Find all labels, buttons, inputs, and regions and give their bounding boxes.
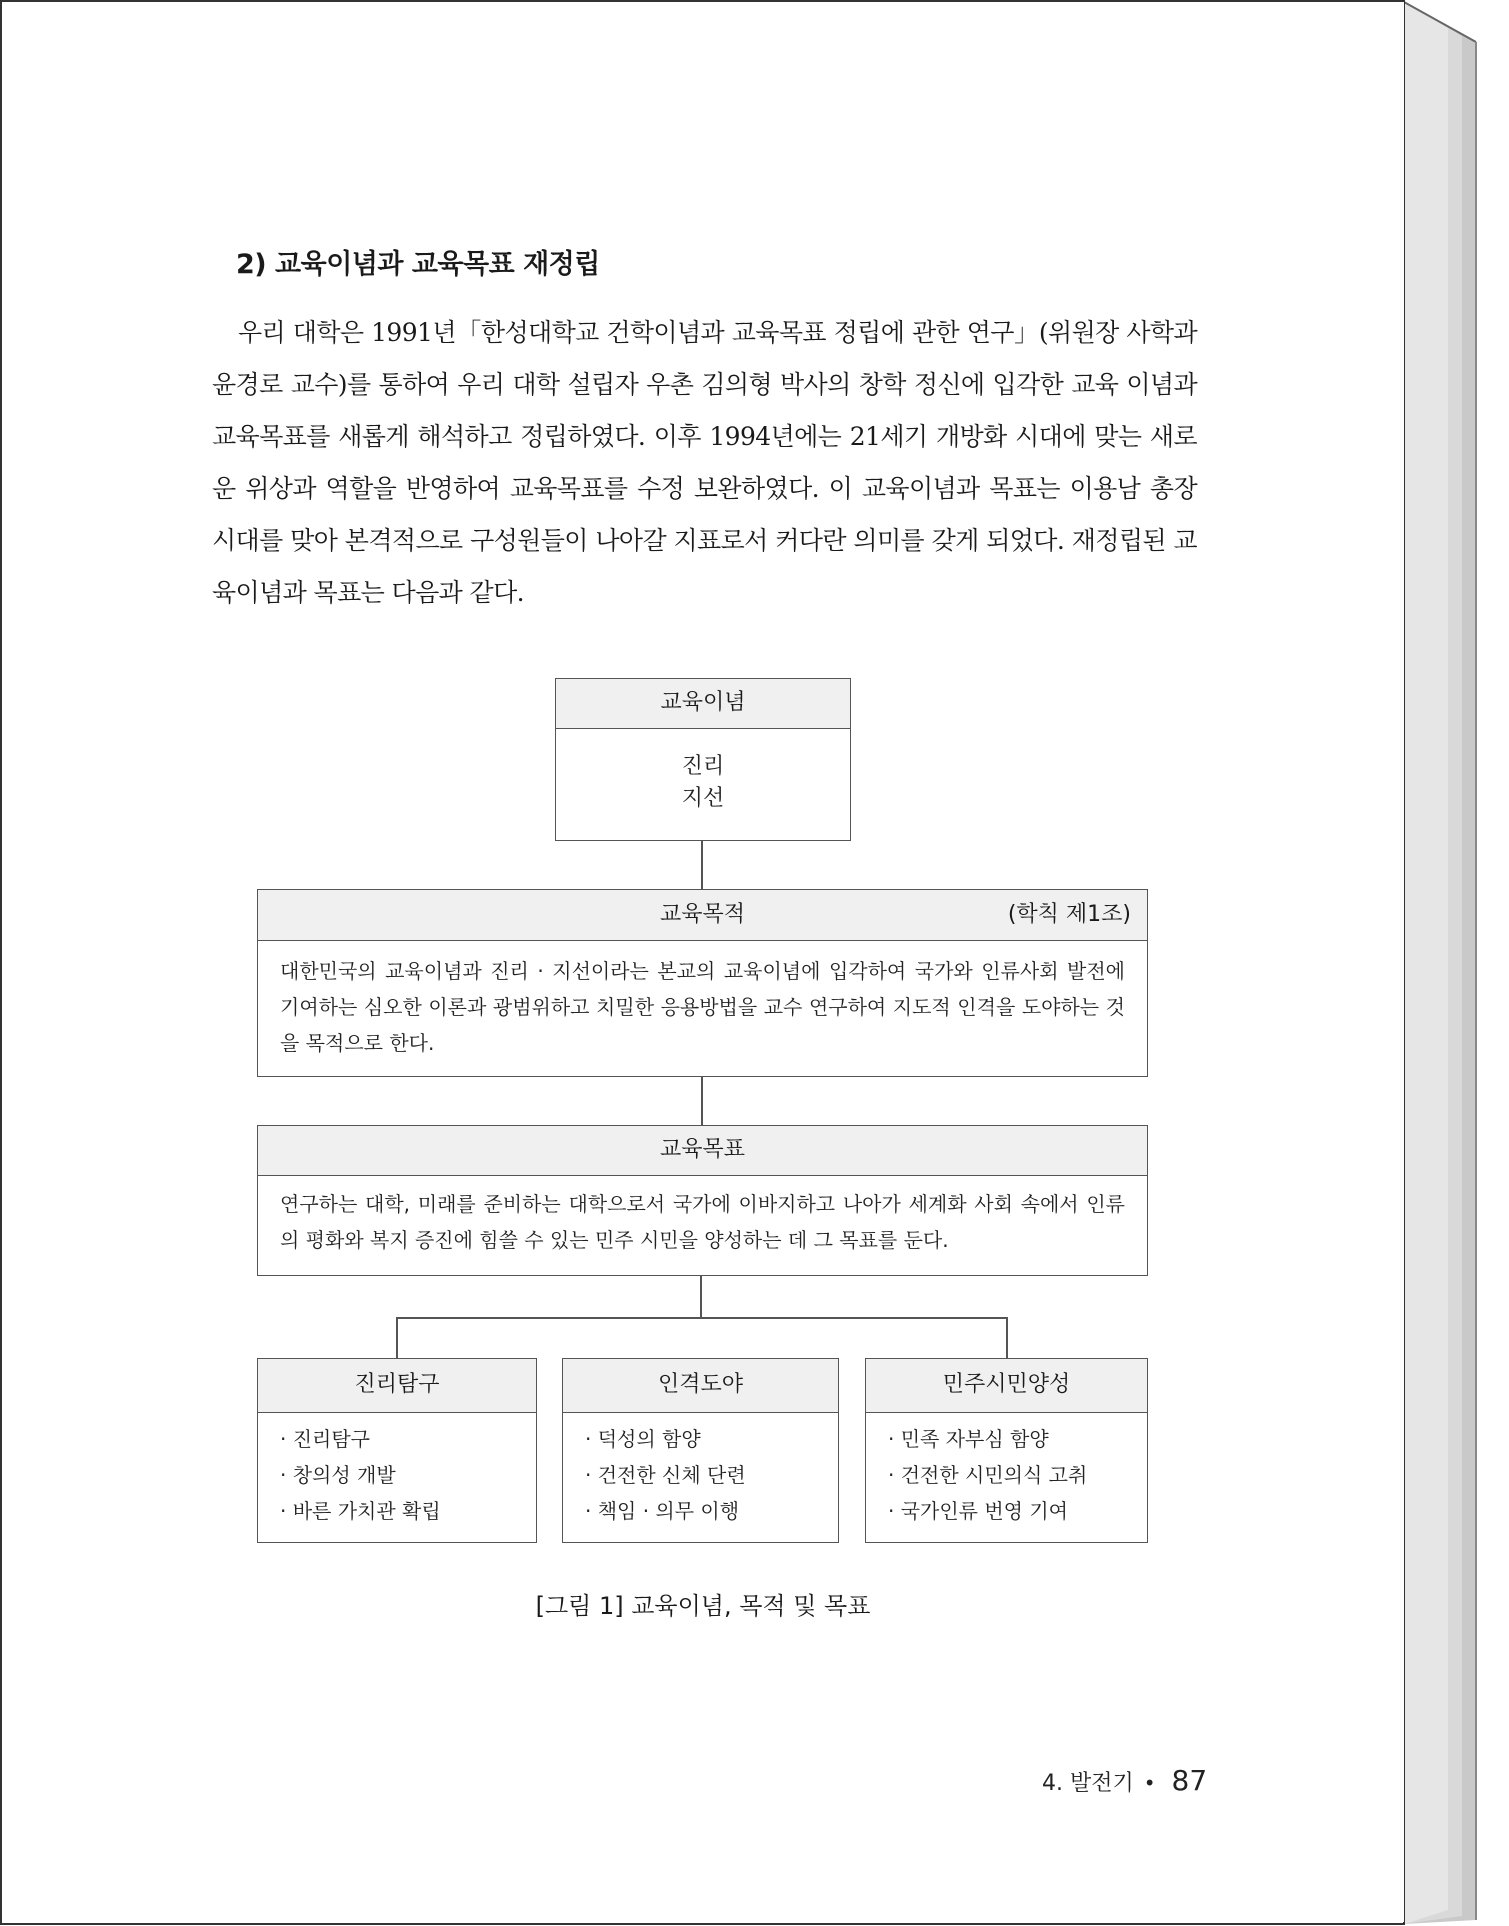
goal-box xyxy=(257,1125,1148,1276)
ideology-title: 교육이념 xyxy=(556,679,850,729)
connector-branch-right xyxy=(1006,1317,1008,1359)
list-item: · 진리탐구 xyxy=(280,1427,370,1451)
purpose-note: (학칙 제1조) xyxy=(1007,902,1131,927)
section-title: 2) 교육이념과 교육목표 재정립 xyxy=(236,249,600,280)
page-number: 87 xyxy=(1171,1764,1208,1797)
connector-branch-horizontal xyxy=(396,1317,1008,1319)
list-item: · 덕성의 함양 xyxy=(585,1427,701,1451)
branch-box-truth xyxy=(257,1358,537,1543)
ideology-body xyxy=(556,729,850,815)
branch-list-citizen xyxy=(866,1413,1147,1529)
list-item: · 건전한 시민의식 고취 xyxy=(888,1463,1088,1487)
purpose-text: 대한민국의 교육이념과 진리 · 지선이라는 본교의 교육이념에 입각하여 국가와 인류사회 발전에 기여하는 심오한 이론과 광범위하고 치밀한 응용방법을 교수 연구하여 지도적 인격을 도야하는 것을 목적으로 한다. xyxy=(280,959,1125,1055)
branch-title-truth: 진리탐구 xyxy=(258,1359,536,1413)
list-item: · 창의성 개발 xyxy=(280,1463,396,1487)
ideology-line-1: 진리 xyxy=(681,754,725,779)
list-item: · 책임 · 의무 이행 xyxy=(585,1499,740,1523)
figure-caption: [그림 1] 교육이념, 목적 및 목표 xyxy=(535,1592,871,1620)
page-folio xyxy=(1042,1764,1207,1797)
goal-title: 교육목표 xyxy=(258,1126,1147,1176)
branch-box-citizen xyxy=(865,1358,1148,1543)
body-paragraph: 우리 대학은 1991년「한성대학교 건학이념과 교육목표 정립에 관한 연구」(위원장 사학과 윤경로 교수)를 통하여 우리 대학 설립자 우촌 김의형 박사의 창학 정신에 입각한 교육 이념과 교육목표를 새롭게 해석하고 정립하였다. 이후 1994년에는 21세기 개방화 시대에 맞는 새로운 위상과 역할을 반영하여 교육목표를 수정 보완하였다. 이 교육이념과 목표는 이용남 총장 시대를 맞아 본격적으로 구성원들이 나아갈 지표로서 커다란 의미를 갖게 되었다. 재정립된 교육이념과 목표는 다음과 같다. xyxy=(212,318,1197,607)
connector-purpose-goal xyxy=(701,1076,703,1126)
purpose-box xyxy=(257,889,1148,1077)
connector-ideology-purpose xyxy=(701,840,703,890)
goal-text: 연구하는 대학, 미래를 준비하는 대학으로서 국가에 이바지하고 나아가 세계화 사회 속에서 인류의 평화와 복지 증진에 힘쓸 수 있는 민주 시민을 양성하는 데 그 목표를 둔다. xyxy=(280,1192,1125,1252)
ideology-line-2: 지선 xyxy=(681,786,725,811)
branch-title-character: 인격도야 xyxy=(563,1359,838,1413)
branch-title-citizen: 민주시민양성 xyxy=(866,1359,1147,1413)
ideology-box xyxy=(555,678,851,841)
list-item: · 건전한 신체 단련 xyxy=(585,1463,746,1487)
list-item: · 국가인류 번영 기여 xyxy=(888,1499,1068,1523)
connector-goal-branches xyxy=(700,1275,702,1317)
list-item: · 민족 자부심 함양 xyxy=(888,1427,1049,1451)
branch-box-character xyxy=(562,1358,839,1543)
chapter-label: 4. 발전기 xyxy=(1042,1771,1134,1796)
branch-list-character xyxy=(563,1413,838,1529)
connector-branch-left xyxy=(396,1317,398,1359)
purpose-header xyxy=(258,890,1147,941)
book-page xyxy=(2,2,1404,1922)
folio-separator: • xyxy=(1143,1771,1156,1795)
branch-list-truth xyxy=(258,1413,536,1529)
list-item: · 바른 가치관 확립 xyxy=(280,1499,441,1523)
purpose-title: 교육목적 xyxy=(659,902,745,927)
